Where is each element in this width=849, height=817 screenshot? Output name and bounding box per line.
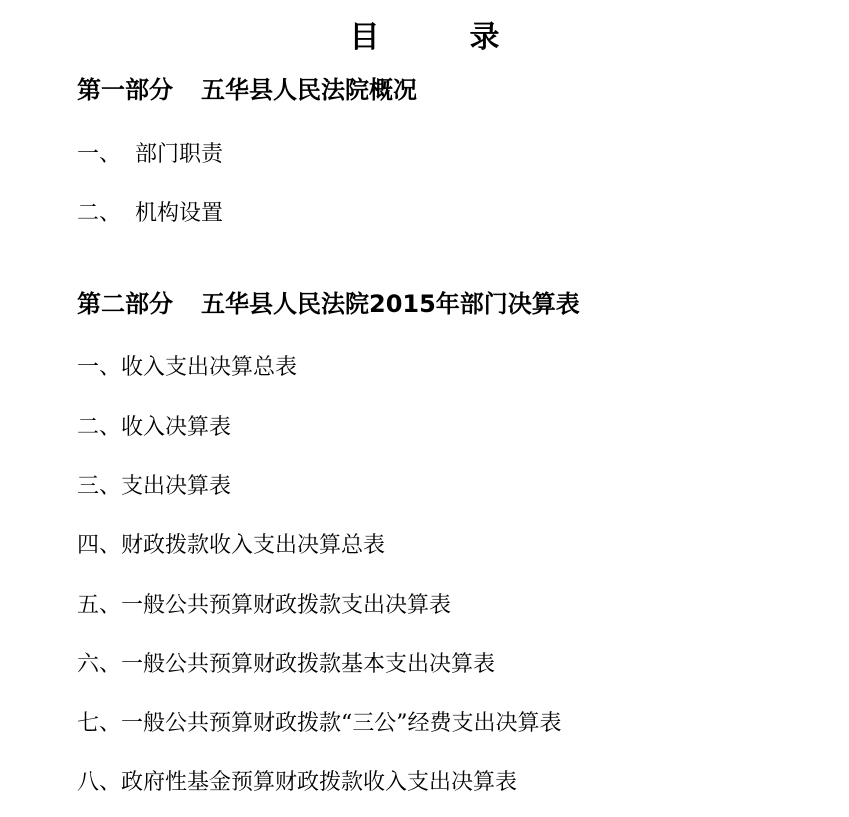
part2-item-6 [77,647,495,678]
part2-item-2-text: 收入决算表 [121,415,232,440]
part2-item-1 [77,350,297,381]
part1-item-2 [77,196,223,227]
part1-item-1 [77,137,223,168]
part2-item-8-text: 政府性基金预算财政拨款收入支出决算表 [121,770,518,795]
part2-item-3 [77,469,231,500]
part1-heading [77,70,417,105]
part2-item-3-num: 三、 [77,474,122,499]
part2-item-8-num: 八、 [77,770,122,795]
part2-item-4-num: 四、 [77,533,122,558]
part1-item-2-text: 机构设置 [135,201,224,226]
part2-item-4-text: 财政拨款收入支出决算总表 [121,533,386,558]
part2-item-5-num: 五、 [77,593,122,618]
part2-name: 五华县人民法院2015年部门决算表 [201,290,580,318]
part2-item-3-text: 支出决算表 [121,474,232,499]
part2-item-7 [77,706,562,737]
toc-title-char-2: 录 [469,20,500,55]
part2-item-2-num: 二、 [77,415,122,440]
part2-item-4 [77,528,385,559]
part2-item-8 [77,765,517,796]
part2-label: 第二部分 [77,290,173,318]
part1-item-1-num: 一、 [77,142,122,167]
part2-item-1-num: 一、 [77,355,122,380]
part2-item-2 [77,410,231,441]
part2-item-7-num: 七、 [77,711,122,736]
part1-item-2-num: 二、 [77,201,122,226]
part1-label: 第一部分 [77,76,173,104]
part1-item-1-text: 部门职责 [135,142,224,167]
part2-heading [77,284,580,319]
part1-name: 五华县人民法院概况 [201,76,417,104]
part2-item-7-text: 一般公共预算财政拨款“三公”经费支出决算表 [121,711,562,736]
toc-title-char-1: 目 [349,20,380,55]
part2-item-1-text: 收入支出决算总表 [121,355,298,380]
part2-item-5 [77,588,451,619]
part2-item-6-num: 六、 [77,652,122,677]
toc-title [0,12,849,56]
part2-item-5-text: 一般公共预算财政拨款支出决算表 [121,593,452,618]
part2-item-6-text: 一般公共预算财政拨款基本支出决算表 [121,652,496,677]
